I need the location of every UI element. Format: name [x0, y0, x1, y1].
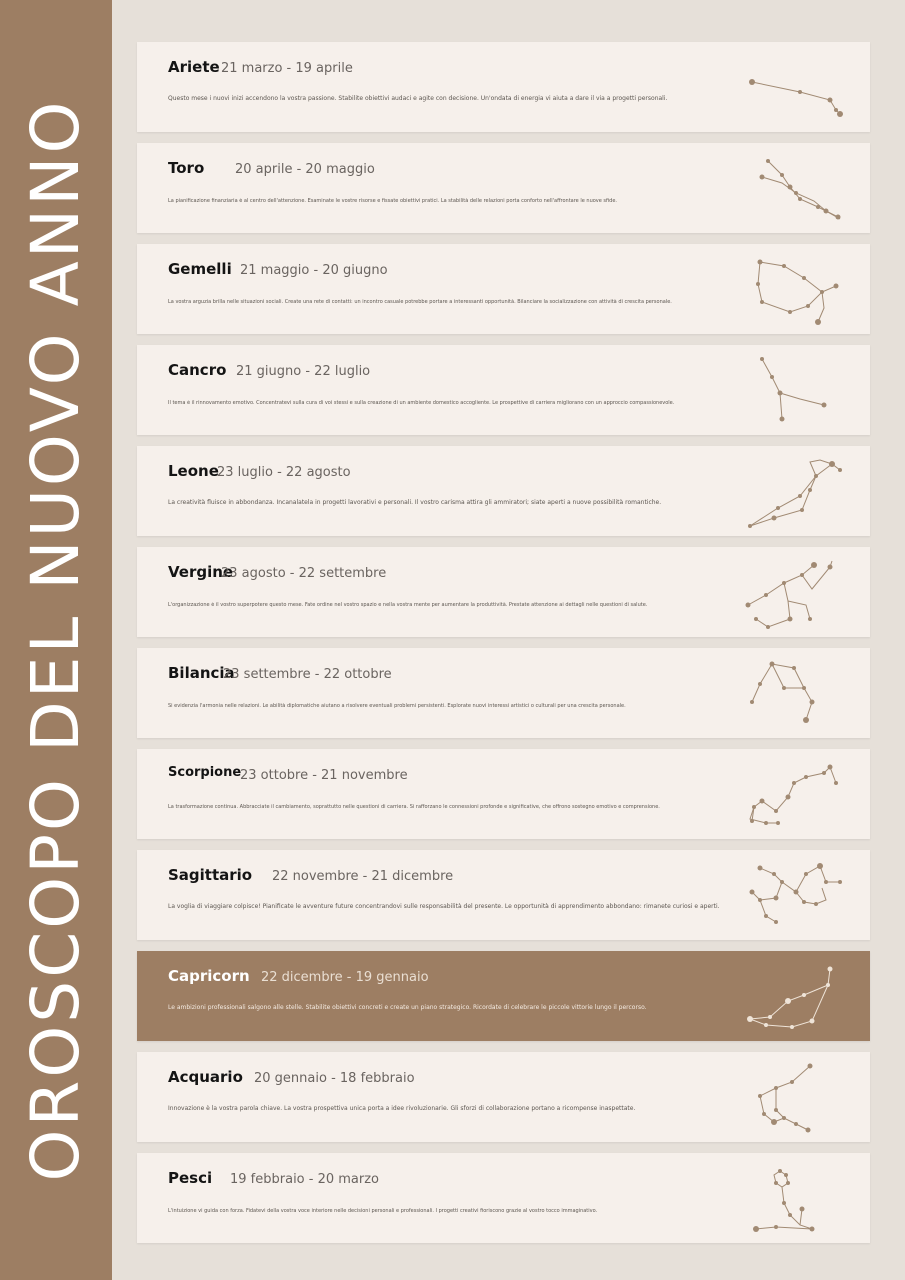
sign-description: Innovazione è la vostra parola chiave. La vostra prospettiva unica porta a idee rivoluzionarie. Gli sforzi di collaborazione portano a ricompense inaspettate. — [168, 1105, 636, 1112]
sign-card-toro — [137, 143, 870, 233]
libra-constellation-icon — [740, 658, 850, 733]
sign-description: Si evidenzia l'armonia nelle relazioni. Le abilità diplomatiche aiutano a risolvere eventuali problemi persistenti. Esplorate nuovi interessi artistici o culturali per una crescita personale. — [168, 703, 626, 709]
sign-dates: 20 gennaio - 18 febbraio — [254, 1071, 415, 1086]
sign-dates: 21 maggio - 20 giugno — [240, 263, 388, 278]
sign-card-pesci — [137, 1153, 870, 1243]
cancer-constellation-icon — [740, 355, 850, 430]
sign-name: Scorpione — [168, 765, 242, 780]
sign-name: Ariete — [168, 58, 220, 76]
sign-card-leone — [137, 446, 870, 536]
sign-description: Il tema è il rinnovamento emotivo. Concentratevi sulla cura di voi stessi e sulla creazione di un ambiente domestico accogliente. Le prospettive di carriera migliorano con un approccio compassionevole. — [168, 400, 675, 406]
sign-dates: 23 settembre - 22 ottobre — [223, 667, 392, 682]
sign-name: Cancro — [168, 361, 227, 379]
taurus-constellation-icon — [740, 153, 850, 228]
sign-card-ariete — [137, 42, 870, 132]
page-title: OROSCOPO DEL NUOVO ANNO — [17, 98, 94, 1182]
sign-description: La vostra arguzia brilla nelle situazioni sociali. Create una rete di contatti: un incontro casuale potrebbe portare a interessanti opportunità. Bilanciare la socializzazione con attività di crescita personale. — [168, 299, 672, 305]
sign-dates: 22 novembre - 21 dicembre — [272, 869, 454, 884]
sign-description: L'intuizione vi guida con forza. Fidatevi della vostra voce interiore nelle decisioni personali e professionali. I progetti creativi fioriscono grazie al vostro tocco immaginativo. — [168, 1208, 598, 1214]
sign-dates: 23 ottobre - 21 novembre — [240, 768, 408, 783]
scorpio-constellation-icon — [740, 759, 850, 834]
aquarius-constellation-icon — [740, 1062, 850, 1137]
sign-name: Bilancia — [168, 664, 235, 682]
sign-description: La voglia di viaggiare colpisce! Pianificate le avventure future concentrandovi sulle responsabilità del presente. Le opportunità di apprendimento abbondano: rimanete curiosi e aperti. — [168, 903, 720, 910]
leo-constellation-icon — [740, 456, 850, 531]
capricorn-constellation-icon — [740, 961, 850, 1036]
sign-card-scorpione — [137, 749, 870, 839]
sign-description: Questo mese i nuovi inizi accendono la vostra passione. Stabilite obiettivi audaci e agite con decisione. Un'ondata di energia vi aiuta a dare il via a progetti personali. — [168, 95, 668, 102]
sign-dates: 21 giugno - 22 luglio — [236, 364, 371, 379]
sign-name: Sagittario — [168, 866, 253, 884]
sign-description: L'organizzazione è il vostro superpotere questo mese. Fate ordine nel vostro spazio e nella vostra mente per aumentare la produttività. Prestate attenzione ai dettagli nelle questioni di salute. — [168, 602, 648, 608]
horoscope-list — [137, 42, 870, 1254]
sign-dates: 19 febbraio - 20 marzo — [230, 1172, 380, 1187]
sign-card-vergine — [137, 547, 870, 637]
sign-name: Vergine — [168, 563, 234, 581]
sign-card-gemelli — [137, 244, 870, 334]
sign-description: La creatività fluisce in abbondanza. Incanalatela in progetti lavorativi e personali. Il vostro carisma attira gli ammiratori; siate aperti a nuove possibilità romantiche. — [168, 499, 662, 506]
sign-name: Acquario — [168, 1068, 243, 1086]
sagittarius-constellation-icon — [740, 860, 850, 935]
sign-card-sagittario — [137, 850, 870, 940]
sign-name: Toro — [168, 159, 205, 177]
sign-description: La pianificazione finanziaria è al centro dell'attenzione. Esaminate le vostre risorse e fissate obiettivi pratici. La stabilità delle relazioni porta conforto nell'affrontare le nuove sfide. — [168, 198, 618, 204]
sign-dates: 21 marzo - 19 aprile — [221, 61, 353, 76]
virgo-constellation-icon — [740, 557, 850, 632]
sign-card-capricorn — [137, 951, 870, 1041]
gemini-constellation-icon — [740, 254, 850, 329]
sign-description: Le ambizioni professionali salgono alle stelle. Stabilite obiettivi concreti e create un piano strategico. Ricordate di celebrare le piccole vittorie lungo il percorso. — [168, 1004, 647, 1011]
pisces-constellation-icon — [740, 1163, 850, 1238]
sign-card-bilancia — [137, 648, 870, 738]
aries-constellation-icon — [740, 52, 850, 127]
sign-card-cancro — [137, 345, 870, 435]
sign-dates: 23 luglio - 22 agosto — [217, 465, 351, 480]
sign-name: Pesci — [168, 1169, 213, 1187]
sign-card-acquario — [137, 1052, 870, 1142]
sidebar-panel — [0, 0, 112, 1280]
sign-dates: 20 aprile - 20 maggio — [235, 162, 375, 177]
sign-name: Capricorn — [168, 967, 250, 985]
sign-name: Leone — [168, 462, 219, 480]
sign-dates: 22 dicembre - 19 gennaio — [261, 970, 429, 985]
sign-name: Gemelli — [168, 260, 232, 278]
sign-description: La trasformazione continua. Abbracciate il cambiamento, soprattutto nelle questioni di carriera. Si rafforzano le connessioni profonde e significative, che offrono sostegno emotivo e comprensione. — [168, 804, 660, 810]
sign-dates: 23 agosto - 22 settembre — [221, 566, 387, 581]
